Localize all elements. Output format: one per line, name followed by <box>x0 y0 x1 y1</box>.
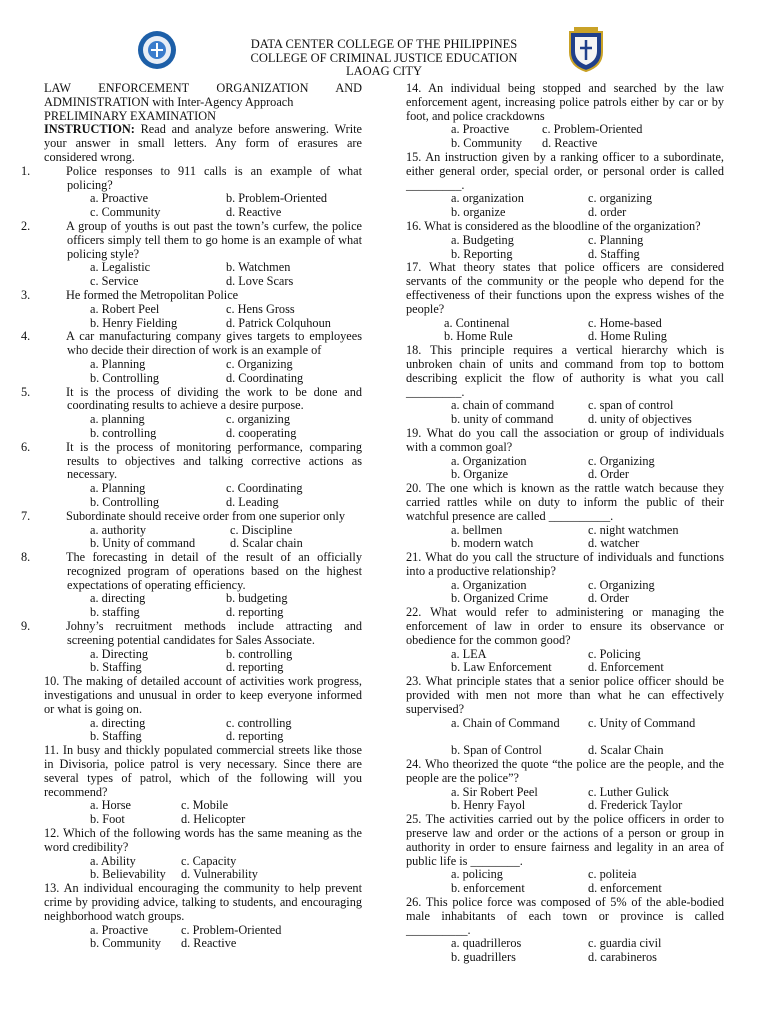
answer-option: b. guadrillers <box>451 950 516 965</box>
question-4 <box>21 329 362 358</box>
school-header <box>0 38 768 79</box>
question-text: What do you call the structure of individuals and functions into a productive relationship? <box>406 550 724 578</box>
question-4-options <box>44 358 362 386</box>
question-number: 4. <box>21 329 31 344</box>
question-23-options <box>406 717 724 758</box>
answer-option: c. organizing <box>226 412 290 427</box>
option-spacer <box>451 730 588 744</box>
answer-option: d. Leading <box>226 494 279 509</box>
answer-option: b. enforcement <box>451 881 525 896</box>
question-9 <box>21 619 362 648</box>
question-25-options <box>406 868 724 896</box>
question-text: An individual being stopped and searched by the law enforcement agent, increasing police patrols either by car or by foot, and police crackdowns <box>406 81 724 123</box>
exam-subtitle: PRELIMINARY EXAMINATION <box>44 108 217 123</box>
question-text: This principle requires a vertical hierarchy which is unbroken chain of units and command from top to bottom describing explicit the flow of authority is what you call _________. <box>406 343 724 399</box>
answer-option: d. Patrick Colquhoun <box>226 315 331 330</box>
answer-option: b. Staffing <box>90 729 142 744</box>
question-number: 21. <box>406 550 422 565</box>
answer-option: b. Organized Crime <box>451 591 549 606</box>
question-3 <box>21 287 362 303</box>
answer-option: c. Problem-Oriented <box>181 922 282 937</box>
answer-option: b. Organize <box>451 467 509 482</box>
question-16-options <box>406 234 724 262</box>
question-13-options <box>44 924 362 952</box>
question-text: An instruction given by a ranking officer to a subordinate, either general order, special order, or personal order is called _________. <box>406 149 724 192</box>
answer-option: a. Sir Robert Peel <box>451 784 538 799</box>
question-text: The activities carried out by the police officers in order to preserve law and order or the actions of a person or group in authority in order to ensure fairness and legality in an area of public life is ________. <box>406 812 724 868</box>
answer-option: a. directing <box>90 715 146 730</box>
answer-option: c. Community <box>90 205 161 220</box>
answer-option: d. Reactive <box>542 136 598 151</box>
answer-option: c. Discipline <box>230 522 293 537</box>
question-18 <box>406 344 724 399</box>
answer-option: a. Planning <box>90 481 146 496</box>
answer-option: d. Love Scars <box>226 274 294 289</box>
answer-option: b. Henry Fielding <box>90 315 178 330</box>
question-14-options <box>406 123 724 151</box>
question-7 <box>21 508 362 524</box>
question-14 <box>406 82 724 123</box>
answer-option: d. reporting <box>226 605 284 620</box>
answer-option: b. Controlling <box>90 370 160 385</box>
question-number: 6. <box>21 439 31 454</box>
answer-option: a. Proactive <box>451 122 510 137</box>
question-text: Subordinate should receive order from one superior only <box>66 508 345 523</box>
answer-option: d. watcher <box>588 536 640 551</box>
question-8-options <box>44 592 362 620</box>
instruction-text: Read and analyze before answering. Write your answer in small letters. Any form of erasures are considered wrong. <box>44 122 362 164</box>
answer-option: a. Organization <box>451 453 527 468</box>
answer-option: a. bellmen <box>451 522 503 537</box>
answer-option: b. Reporting <box>451 246 513 261</box>
question-text: Who theorized the quote “the police are the people, and the people are the police”? <box>406 757 724 785</box>
answer-option: a. Budgeting <box>451 232 514 247</box>
answer-option: d. Staffing <box>588 246 640 261</box>
answer-option: a. Proactive <box>90 922 149 937</box>
answer-option: b. Home Rule <box>444 329 513 344</box>
answer-option: c. Unity of Command <box>588 715 696 730</box>
answer-option: c. Coordinating <box>226 481 303 496</box>
instructions <box>44 123 362 164</box>
answer-option: b. modern watch <box>451 536 534 551</box>
question-2 <box>21 218 362 261</box>
answer-option: a. policing <box>451 867 503 882</box>
answer-option: a. Proactive <box>90 191 149 206</box>
answer-option: b. staffing <box>90 605 140 620</box>
option-spacer <box>588 730 738 744</box>
question-number: 19. <box>406 425 422 440</box>
answer-option: d. unity of objectives <box>588 412 692 427</box>
answer-option: d. Scalar Chain <box>588 743 664 758</box>
answer-option: d. enforcement <box>588 881 662 896</box>
question-number: 20. <box>406 481 422 496</box>
answer-option: c. Luther Gulick <box>588 784 669 799</box>
answer-option: c. Policing <box>588 646 641 661</box>
question-5 <box>21 384 362 414</box>
answer-option: c. controlling <box>226 715 292 730</box>
answer-option: b. Problem-Oriented <box>226 191 328 206</box>
question-number: 10. <box>44 674 60 689</box>
question-text: It is the process of monitoring performance, comparing results to objectives and talking corrective actions as necessary. <box>66 439 362 482</box>
answer-option: c. Mobile <box>181 798 229 813</box>
answer-option: b. organize <box>451 205 506 220</box>
answer-option: a. Planning <box>90 356 146 371</box>
answer-option: a. Organization <box>451 577 527 592</box>
answer-option: b. budgeting <box>226 591 288 606</box>
answer-option: c. Problem-Oriented <box>542 122 643 137</box>
answer-option: b. Controlling <box>90 494 160 509</box>
question-12 <box>44 827 362 855</box>
answer-option: b. Law Enforcement <box>451 660 552 675</box>
instruction-label: INSTRUCTION: <box>44 122 135 137</box>
answer-option: b. unity of command <box>451 412 554 427</box>
question-number: 9. <box>21 619 31 634</box>
question-number: 11. <box>44 743 59 758</box>
answer-option: b. Unity of command <box>90 536 196 551</box>
answer-option: b. controlling <box>226 646 293 661</box>
answer-option: d. Vulnerability <box>181 867 258 882</box>
question-25 <box>406 813 724 868</box>
answer-option: a. planning <box>90 412 145 427</box>
answer-option: d. Home Ruling <box>588 329 667 344</box>
answer-option: a. chain of command <box>451 398 555 413</box>
answer-option: c. politeia <box>588 867 637 882</box>
question-text: Which of the following words has the same meaning as the word credibility? <box>44 826 362 854</box>
question-number: 7. <box>21 508 31 523</box>
question-6-options <box>44 482 362 510</box>
answer-option: d. order <box>588 205 627 220</box>
question-number: 1. <box>21 163 31 178</box>
answer-option: c. organizing <box>588 191 652 206</box>
question-2-options <box>44 261 362 289</box>
question-text: What do you call the association or group of individuals with a common goal? <box>406 425 724 454</box>
answer-option: d. reporting <box>226 660 284 675</box>
question-10 <box>44 675 362 716</box>
question-24-options <box>406 786 724 814</box>
question-number: 12. <box>44 826 60 841</box>
answer-option: c. Organizing <box>588 453 655 468</box>
answer-option: a. directing <box>90 591 146 606</box>
answer-option: a. Chain of Command <box>451 715 560 730</box>
answer-option: b. controlling <box>90 425 157 440</box>
answer-option: c. span of control <box>588 398 674 413</box>
question-8 <box>21 550 362 592</box>
question-text: Police responses to 911 calls is an example of what policing? <box>66 163 362 192</box>
question-text: He formed the Metropolitan Police <box>66 287 239 302</box>
question-23 <box>406 675 724 716</box>
answer-option: b. Staffing <box>90 660 142 675</box>
question-5-options <box>44 413 362 441</box>
answer-option: c. guardia civil <box>588 936 662 951</box>
answer-option: c. Organizing <box>588 577 655 592</box>
header-line-2: COLLEGE OF CRIMINAL JUSTICE EDUCATION <box>250 50 518 65</box>
answer-option: a. authority <box>90 522 147 537</box>
answer-option: a. Legalistic <box>90 260 151 275</box>
question-13 <box>44 882 362 923</box>
question-1-options <box>44 192 362 220</box>
question-number: 3. <box>21 287 31 302</box>
answer-option: c. Hens Gross <box>226 301 295 316</box>
question-number: 16. <box>406 218 422 233</box>
answer-option: a. Ability <box>90 853 136 868</box>
answer-option: d. Order <box>588 467 629 482</box>
answer-option: b. Foot <box>90 812 125 827</box>
question-text: What theory states that police officers are considered servants of the community or the people who depend for the effectiveness of their functions upon the express wishes of the people? <box>406 260 724 316</box>
answer-option: d. cooperating <box>226 425 297 440</box>
answer-option: a. Robert Peel <box>90 301 160 316</box>
question-17-options <box>406 317 724 345</box>
question-number: 26. <box>406 895 422 910</box>
question-text: What is considered as the bloodline of the organization? <box>424 218 701 233</box>
question-16 <box>406 220 724 234</box>
question-26 <box>406 896 724 937</box>
answer-option: d. reporting <box>226 729 284 744</box>
left-column <box>21 81 363 951</box>
question-22 <box>406 606 724 647</box>
question-6 <box>21 439 362 482</box>
question-19 <box>406 427 724 455</box>
question-text: Johny’s recruitment methods include attracting and screening potential candidates for Sales Associate. <box>66 619 362 647</box>
question-26-options <box>406 937 724 965</box>
answer-option: a. Continenal <box>444 315 510 330</box>
answer-option: d. Frederick Taylor <box>588 798 683 813</box>
question-text: What principle states that a senior police officer should be provided with men not more than what he can effectively supervised? <box>406 674 724 716</box>
answer-option: a. organization <box>451 191 524 206</box>
question-18-options <box>406 399 724 427</box>
question-text: This police force was composed of 5% of the able-bodied male inhabitants of each town or province is called __________. <box>406 895 724 937</box>
answer-option: d. Scalar chain <box>230 536 303 551</box>
answer-option: a. quadrilleros <box>451 936 522 951</box>
answer-option: c. Home-based <box>588 315 662 330</box>
right-column <box>406 82 724 965</box>
exam-title: LAW ENFORCEMENT ORGANIZATION AND ADMINISTRATION with Inter-Agency Approach <box>44 81 362 109</box>
answer-option: b. Henry Fayol <box>451 798 526 813</box>
question-text: An individual encouraging the community to help prevent crime by providing advice, talking to students, and encouraging neighborhood watch groups. <box>44 881 362 923</box>
question-12-options <box>44 855 362 883</box>
answer-option: d. Reactive <box>181 936 237 951</box>
answer-option: b. Span of Control <box>451 743 542 758</box>
answer-option: c. Organizing <box>226 356 293 371</box>
question-number: 24. <box>406 757 422 772</box>
question-number: 15. <box>406 149 422 164</box>
question-number: 18. <box>406 343 422 358</box>
question-number: 17. <box>406 260 422 275</box>
question-22-options <box>406 648 724 676</box>
question-number: 25. <box>406 812 422 827</box>
question-3-options <box>44 303 362 331</box>
answer-option: b. Watchmen <box>226 260 291 275</box>
answer-option: a. Horse <box>90 798 131 813</box>
header-line-3: LAOAG CITY <box>345 64 423 78</box>
question-10-options <box>44 717 362 745</box>
question-11 <box>44 744 362 799</box>
header-line-1: DATA CENTER COLLEGE OF THE PHILIPPINES <box>250 37 518 51</box>
answer-option: c. night watchmen <box>588 522 679 537</box>
question-number: 8. <box>21 550 31 565</box>
question-text: The forecasting in detail of the result of an officially recognized program of operations based on the highest expectations of operating efficiency. <box>66 550 362 592</box>
question-9-options <box>44 648 362 676</box>
answer-option: b. Community <box>451 136 523 151</box>
question-17 <box>406 261 724 316</box>
question-number: 2. <box>21 218 31 233</box>
question-text: A group of youths is out past the town’s curfew, the police officers simply tell them to go home is an example of what policing style? <box>66 218 362 261</box>
question-11-options <box>44 799 362 827</box>
question-text: The making of detailed account of activities work progress, investigations and unusual in order to keep everyone informed or what is going on. <box>44 674 363 716</box>
question-number: 23. <box>406 674 422 689</box>
answer-option: a. LEA <box>451 646 487 661</box>
question-1 <box>21 163 362 193</box>
answer-option: d. Order <box>588 591 629 606</box>
answer-option: c. Planning <box>588 232 644 247</box>
answer-option: b. Believability <box>90 867 166 882</box>
answer-option: a. Directing <box>90 646 149 661</box>
question-20-options <box>406 524 724 552</box>
answer-option: d. carabineros <box>588 950 657 965</box>
question-15 <box>406 151 724 192</box>
answer-option: d. Coordinating <box>226 370 304 385</box>
question-text: What would refer to administering or managing the enforcement of law in order to ensure its observance or obedience for the common good? <box>406 605 724 647</box>
answer-option: b. Community <box>90 936 162 951</box>
question-text: It is the process of dividing the work to be done and coordinating results to achieve a desire purpose. <box>66 384 362 413</box>
question-number: 13. <box>44 881 60 896</box>
question-text: In busy and thickly populated commercial streets like those in Divisoria, police patrol is very necessary. Since there are several types of patrol, which of the following will you recommend? <box>44 743 362 799</box>
question-text: A car manufacturing company gives targets to employees who decide their direction of work is an example of <box>66 329 362 358</box>
question-7-options <box>44 524 362 552</box>
answer-option: d. Enforcement <box>588 660 664 675</box>
question-21 <box>406 551 724 579</box>
question-number: 22. <box>406 605 422 620</box>
question-24 <box>406 758 724 786</box>
question-21-options <box>406 579 724 607</box>
answer-option: d. Helicopter <box>181 812 246 827</box>
question-text: The one which is known as the rattle watch because they carried rattles while on duty to inform the public of their watchful presence are called __________. <box>406 481 724 523</box>
question-20 <box>406 482 724 523</box>
question-number: 5. <box>21 384 31 399</box>
question-15-options <box>406 192 724 220</box>
answer-option: d. Reactive <box>226 205 282 220</box>
question-number: 14. <box>406 81 422 95</box>
question-19-options <box>406 455 724 483</box>
answer-option: c. Capacity <box>181 853 237 868</box>
answer-option: c. Service <box>90 274 139 289</box>
